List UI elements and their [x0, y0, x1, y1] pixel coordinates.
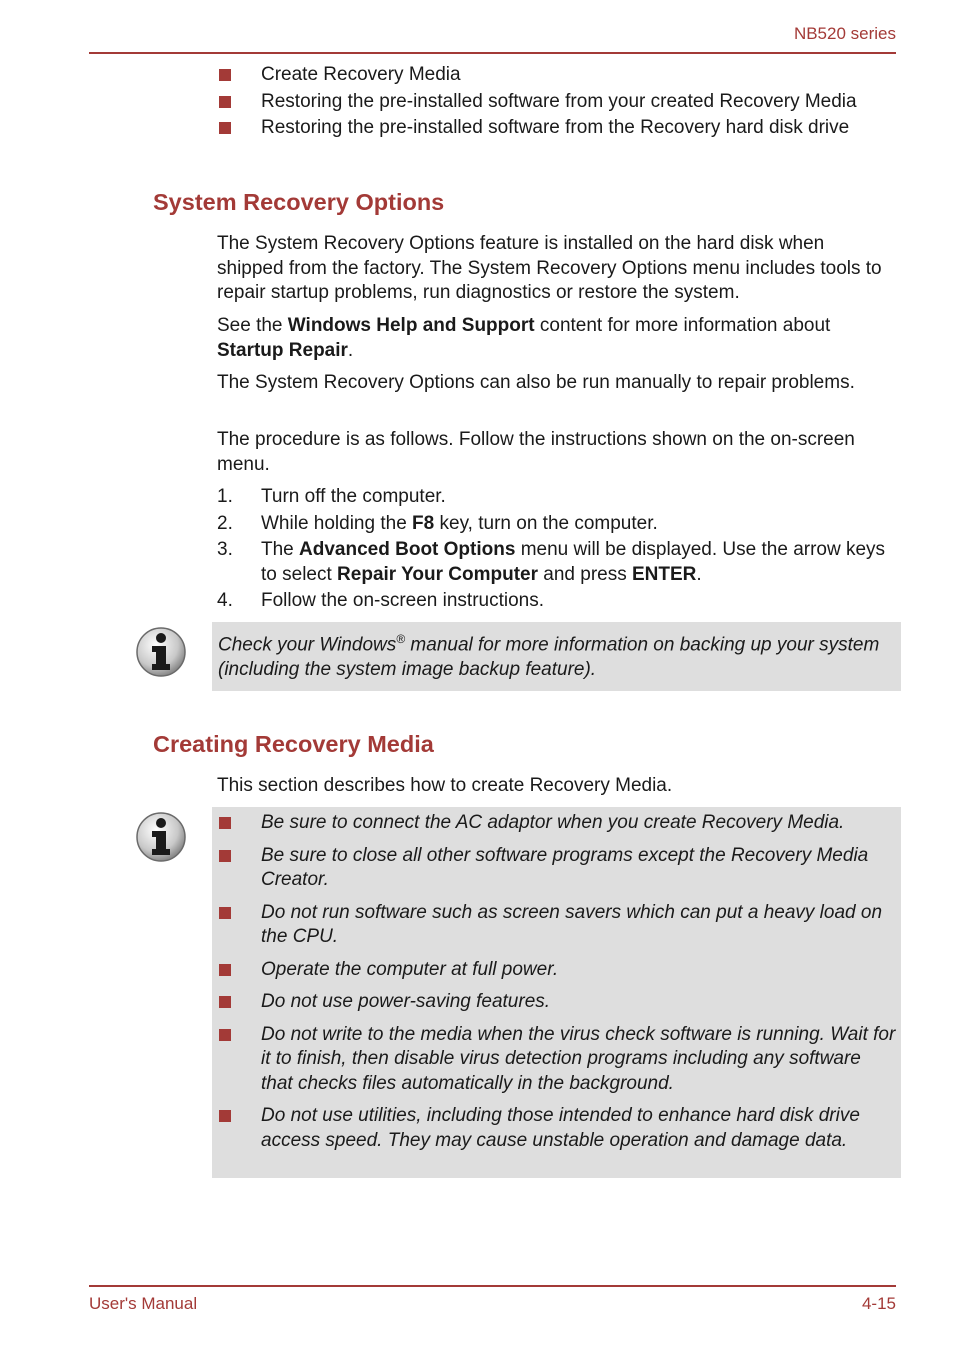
bullet-square-icon	[219, 996, 231, 1008]
note-box	[212, 807, 901, 1178]
list-item: Be sure to close all other software programs except the Recovery Media Creator.	[212, 844, 901, 893]
footer-manual-title: User's Manual	[89, 1294, 198, 1313]
note-bullet-list	[212, 807, 901, 1153]
section-heading-system-recovery: System Recovery Options	[153, 189, 445, 215]
document-series: NB520 series	[793, 24, 896, 43]
info-icon	[135, 811, 187, 863]
paragraph: The System Recovery Options feature is installed on the hard disk when shipped from the factory. The System Recovery Options menu includes tools to repair startup problems, run diagnostics or restore the system.	[217, 233, 882, 303]
bullet-square-icon	[219, 907, 231, 919]
list-item: 1. Turn off the computer.	[217, 486, 446, 507]
bullet-square-icon	[219, 964, 231, 976]
note-box	[212, 622, 901, 691]
paragraph: See the Windows Help and Support content for more information about Startup Repair.	[217, 315, 831, 361]
bullet-square-icon	[219, 817, 231, 829]
header-rule	[89, 52, 896, 54]
paragraph: The procedure is as follows. Follow the instructions shown on the on-screen menu.	[217, 429, 855, 475]
bullet-square-icon	[219, 122, 231, 134]
list-item: Operate the computer at full power.	[212, 958, 901, 983]
procedure-steps	[217, 485, 897, 616]
section-heading-creating-recovery-media: Creating Recovery Media	[153, 731, 434, 757]
list-item: 4. Follow the on-screen instructions.	[217, 590, 545, 611]
footer-rule	[89, 1285, 896, 1287]
paragraph: The System Recovery Options can also be run manually to repair problems.	[217, 372, 855, 393]
list-item: 2. While holding the F8 key, turn on the computer.	[217, 512, 658, 534]
note-text: Check your Windows® manual for more information on backing up your system (including the system image backup feature).	[218, 632, 880, 680]
list-item: Be sure to connect the AC adaptor when you create Recovery Media.	[212, 811, 901, 836]
info-icon	[135, 626, 187, 678]
list-item: Do not use utilities, including those intended to enhance hard disk drive access speed. They may cause unstable operation and damage data.	[212, 1104, 901, 1153]
list-item: 3. The Advanced Boot Options menu will be displayed. Use the arrow keys to select Repair Your Computer and press ENTER.	[217, 539, 886, 585]
paragraph: This section describes how to create Recovery Media.	[217, 775, 673, 796]
bullet-square-icon	[219, 69, 231, 81]
list-item: Do not run software such as screen savers which can put a heavy load on the CPU.	[212, 901, 901, 950]
list-item: Do not use power-saving features.	[212, 990, 901, 1015]
list-item: Create Recovery Media	[217, 63, 902, 88]
bullet-square-icon	[219, 96, 231, 108]
bullet-square-icon	[219, 1029, 231, 1041]
bullet-square-icon	[219, 1110, 231, 1122]
list-item: Restoring the pre-installed software from your created Recovery Media	[217, 90, 902, 115]
bullet-square-icon	[219, 850, 231, 862]
list-item: Restoring the pre-installed software from the Recovery hard disk drive	[217, 116, 902, 141]
top-bullet-list	[217, 63, 902, 143]
list-item: Do not write to the media when the virus check software is running. Wait for it to finish, then disable virus detection programs including any software that checks files automatically in the background.	[212, 1023, 901, 1097]
page-number: 4-15	[861, 1294, 896, 1313]
